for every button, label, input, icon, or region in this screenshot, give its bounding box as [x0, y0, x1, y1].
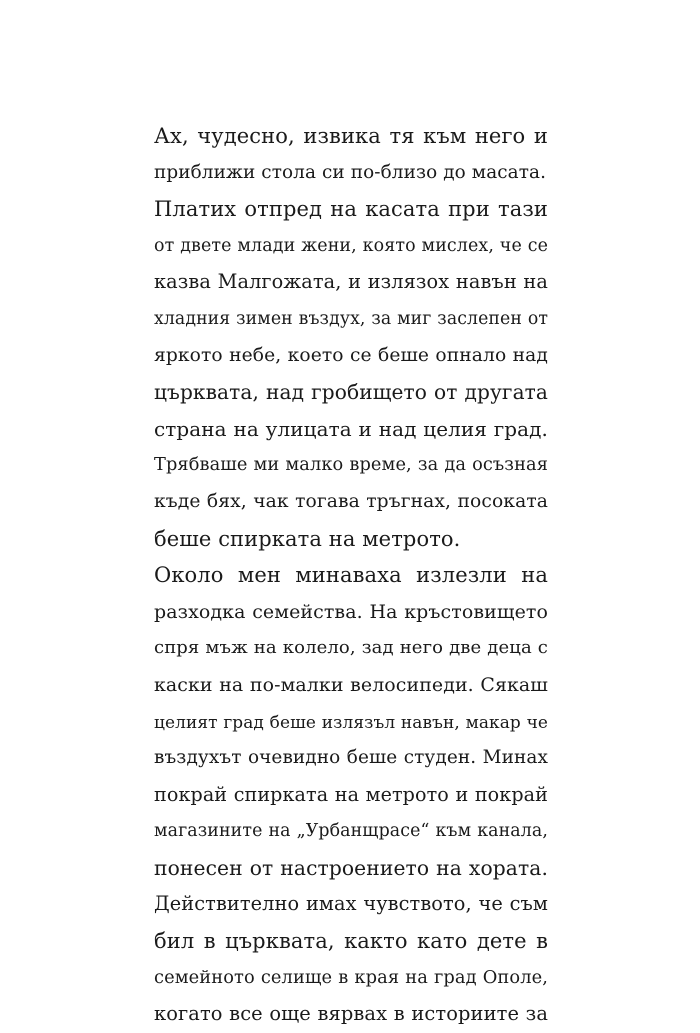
text-line: когато все още вярвах в историите за: [154, 1002, 548, 1026]
text-line: разходка семейства. На кръстовището: [154, 600, 548, 623]
text-line: каски на по-малки велосипеди. Сякаш: [154, 673, 548, 696]
paragraph-3: [154, 557, 548, 1033]
text-line: покрай спирката на метрото и покрай: [154, 782, 548, 806]
text-line: семейното селище в края на град Ополе,: [154, 966, 548, 988]
text-line: Платих отпред на касата при тази: [154, 197, 548, 222]
text-line: понесен от настроението на хората.: [154, 855, 548, 880]
text-line: въздухът очевидно беше студен. Минах: [154, 747, 548, 769]
text-line: Около мен минаваха излезли на: [154, 563, 548, 588]
text-line: бил в църквата, както като дете в: [154, 929, 548, 954]
text-line: яркото небе, което се беше опнало над: [154, 344, 548, 366]
text-line: Трябваше ми малко време, за да осъзная: [154, 455, 548, 476]
text-line: Действително имах чувството, че съм: [154, 892, 548, 916]
text-line: хладния зимен въздух, за миг заслепен от: [154, 308, 548, 329]
text-line: беше спирката на метрото.: [154, 526, 461, 551]
text-line: приближи стола си по-близо до масата.: [154, 161, 547, 183]
text-line: страна на улицата и над целия град.: [154, 416, 548, 441]
text-line: магазините на „Урбанщрасе“ към канала,: [154, 821, 548, 842]
text-line: Ах, чудесно, извика тя към него и: [154, 124, 548, 148]
text-line: казва Малгожата, и излязох навън на: [154, 270, 548, 294]
text-line: целият град беше излязъл навън, макар че: [154, 711, 548, 732]
text-line: църквата, над гробището от другата: [154, 380, 548, 405]
paragraph-2: [154, 191, 548, 557]
text-line: спря мъж на колело, зад него две деца с: [154, 637, 548, 659]
paragraph-1: [154, 118, 548, 191]
text-line: къде бях, чак тогава тръгнах, посоката: [154, 490, 548, 512]
text-line: от двете млади жени, която мислех, че се: [154, 235, 548, 256]
body-text: [154, 118, 548, 1033]
